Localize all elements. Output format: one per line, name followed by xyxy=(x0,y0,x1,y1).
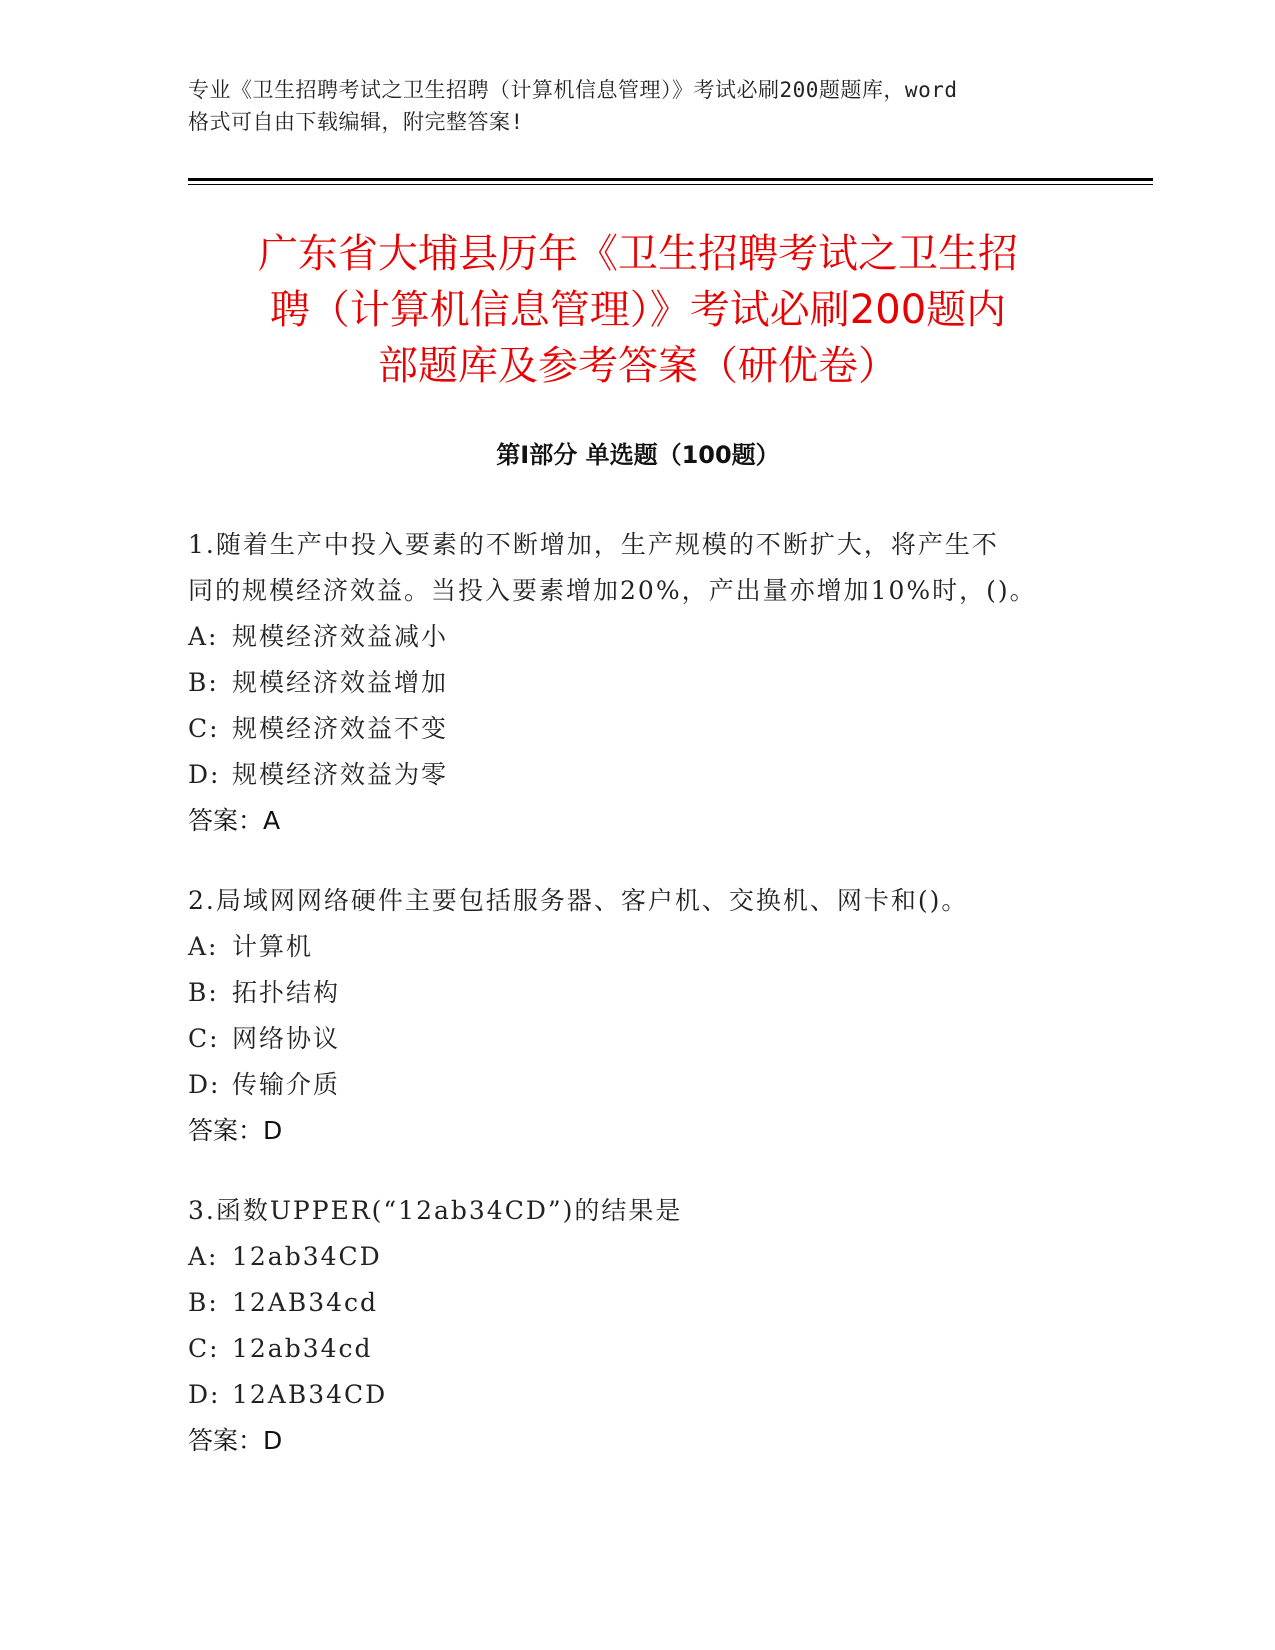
option-text: 12AB34CD xyxy=(232,1380,388,1409)
option-text: 规模经济效益增加 xyxy=(232,668,449,697)
question-list xyxy=(188,522,1068,1498)
option-text: 网络协议 xyxy=(232,1024,341,1053)
answer-line: 答案：A xyxy=(188,806,281,835)
question-stem-line-2: 同的规模经济效益。当投入要素增加20%，产出量亦增加10%时，()。 xyxy=(188,576,1037,605)
option-letter: A: xyxy=(188,622,219,651)
option-text: 规模经济效益为零 xyxy=(232,760,449,789)
header-note-line-1: 专业《卫生招聘考试之卫生招聘（计算机信息管理）》考试必刷200题题库，word xyxy=(188,78,958,102)
header-note-line-2: 格式可自由下载编辑，附完整答案! xyxy=(188,110,524,134)
option-text: 拓扑结构 xyxy=(232,978,341,1007)
answer-line: 答案：D xyxy=(188,1116,283,1145)
option-text: 规模经济效益减小 xyxy=(232,622,449,651)
option-b xyxy=(188,1280,1068,1326)
option-text: 规模经济效益不变 xyxy=(232,714,449,743)
option-c xyxy=(188,1016,1068,1062)
section-title: 第Ⅰ部分 单选题（100题） xyxy=(496,441,780,469)
document-title-line-2: 聘（计算机信息管理）》考试必刷200题内 xyxy=(269,287,1007,333)
question-stem xyxy=(188,522,1068,614)
header-divider-thin xyxy=(188,184,1153,185)
option-letter: B: xyxy=(188,1288,219,1317)
document-title xyxy=(188,226,1088,394)
option-letter: C: xyxy=(188,714,220,743)
option-a xyxy=(188,614,1068,660)
option-text: 传输介质 xyxy=(232,1070,341,1099)
header-note xyxy=(188,74,1088,138)
option-d xyxy=(188,1062,1068,1108)
option-text: 12ab34CD xyxy=(232,1242,382,1271)
option-text: 12AB34cd xyxy=(232,1288,379,1317)
option-letter: A: xyxy=(188,932,219,961)
option-a xyxy=(188,924,1068,970)
option-text: 12ab34cd xyxy=(232,1334,373,1363)
option-letter: C: xyxy=(188,1334,220,1363)
question-3 xyxy=(188,1188,1068,1464)
document-title-line-3: 部题库及参考答案（研优卷） xyxy=(378,343,898,389)
document-title-line-1: 广东省大埔县历年《卫生招聘考试之卫生招 xyxy=(258,231,1018,277)
option-d xyxy=(188,1372,1068,1418)
option-letter: B: xyxy=(188,978,219,1007)
option-letter: C: xyxy=(188,1024,220,1053)
question-stem-line-1: 2.局域网网络硬件主要包括服务器、客户机、交换机、网卡和()。 xyxy=(188,886,969,915)
option-b xyxy=(188,970,1068,1016)
option-letter: D: xyxy=(188,760,221,789)
question-2 xyxy=(188,878,1068,1154)
option-c xyxy=(188,1326,1068,1372)
option-a xyxy=(188,1234,1068,1280)
option-c xyxy=(188,706,1068,752)
option-letter: A: xyxy=(188,1242,219,1271)
option-letter: B: xyxy=(188,668,219,697)
answer-line: 答案：D xyxy=(188,1426,283,1455)
option-d xyxy=(188,752,1068,798)
question-1 xyxy=(188,522,1068,844)
question-stem xyxy=(188,1188,1068,1234)
option-b xyxy=(188,660,1068,706)
header-divider-thick xyxy=(188,178,1153,181)
option-letter: D: xyxy=(188,1070,221,1099)
option-text: 计算机 xyxy=(232,932,314,961)
question-stem-line-1: 3.函数UPPER(“12ab34CD”)的结果是 xyxy=(188,1196,683,1225)
question-stem-line-1: 1.随着生产中投入要素的不断增加，生产规模的不断扩大，将产生不 xyxy=(188,530,999,559)
question-stem xyxy=(188,878,1068,924)
option-letter: D: xyxy=(188,1380,221,1409)
